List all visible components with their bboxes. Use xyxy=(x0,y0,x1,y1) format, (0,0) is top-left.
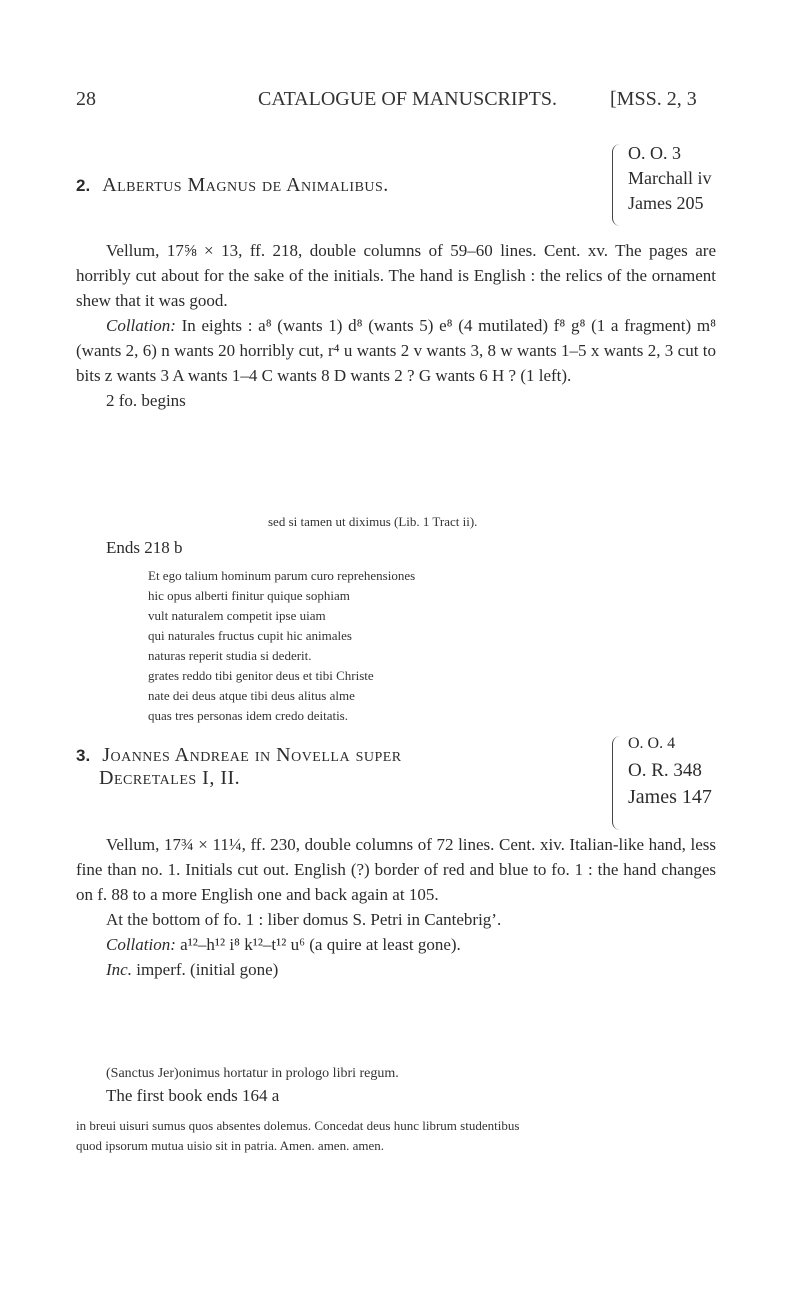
entry-3-body xyxy=(76,832,716,982)
inc-text: imperf. (initial gone) xyxy=(136,960,279,979)
verse-line: grates reddo tibi genitor deus et tibi Christe xyxy=(148,668,374,683)
ends-label: Ends 218 b xyxy=(106,538,183,557)
verse-line: nate dei deus atque tibi deus alitus alme xyxy=(148,688,355,703)
shelfmark: O. R. 348 xyxy=(628,760,702,781)
entry-3-heading xyxy=(76,744,402,790)
verse-line: quas tres personas idem credo deitatis. xyxy=(148,708,348,723)
verse-line: vult naturalem competit ipse uiam xyxy=(148,608,326,623)
shelfmark: James 205 xyxy=(628,193,704,213)
verse-line: qui naturales fructus cupit hic animales xyxy=(148,628,352,643)
entry-2-body xyxy=(76,238,716,413)
entry-2-shelfmarks xyxy=(628,141,711,216)
closing-line: in breui uisuri sumus quos absentes dolemus. Concedat deus hunc librum studentibus xyxy=(76,1118,520,1133)
collation xyxy=(76,313,716,388)
verse-line: hic opus alberti finitur quique sophiam xyxy=(148,588,350,603)
entry-title-line-2: Decretales I, II. xyxy=(99,767,241,789)
verse-line: naturas reperit studia si dederit. xyxy=(148,648,312,663)
collation xyxy=(76,932,716,957)
entry-title-line-1: Joannes Andreae in Novella super xyxy=(102,744,402,766)
explicit-verses xyxy=(148,566,415,726)
entry-2-heading xyxy=(76,174,389,197)
first-book-note: The first book ends 164 a xyxy=(106,1086,280,1105)
verse-line: Et ego talium hominum parum curo reprehensiones xyxy=(148,568,416,583)
shelfmark-brace xyxy=(612,736,621,830)
inc-label: Inc. xyxy=(106,960,132,979)
description: Vellum, 17¾ × 11¼, ff. 230, double columns of 72 lines. Cent. xiv. Italian-like hand, less fine than no. 1. Initials cut out. English (?) border of red and blue to fo. 1 : the hand changes on f. 88 to a more English one and back again at 105. xyxy=(76,835,716,904)
running-title: CATALOGUE OF MANUSCRIPTS. xyxy=(258,88,557,110)
incipit-quote: (Sanctus Jer)onimus hortatur in prologo libri regum. xyxy=(106,1066,399,1081)
incipit xyxy=(76,957,716,982)
shelfmark-brace xyxy=(612,144,621,226)
entry-title: Albertus Magnus de Animalibus. xyxy=(102,174,389,196)
second-folio: 2 fo. begins xyxy=(106,391,186,410)
description: Vellum, 17⅝ × 13, ff. 218, double columns of 59–60 lines. Cent. xv. The pages are horribly cut about for the sake of the initials. The hand is English : the relics of the ornament shew that it was good. xyxy=(76,241,716,310)
entry-3-shelfmarks xyxy=(628,730,712,811)
shelfmark: O. O. 3 xyxy=(628,143,681,163)
collation-text: a¹²–h¹² i⁸ k¹²–t¹² u⁶ (a quire at least gone). xyxy=(180,935,461,954)
section-marker: [MSS. 2, 3 xyxy=(610,88,697,110)
shelfmark: James 147 xyxy=(628,786,712,808)
entry-number: 2. xyxy=(76,176,91,195)
collation-label: Collation: xyxy=(106,935,176,954)
shelfmark: Marchall iv xyxy=(628,168,712,188)
second-folio-text: sed si tamen ut diximus (Lib. 1 Tract ii). xyxy=(268,514,478,529)
closing-text xyxy=(76,1116,716,1156)
entry-number: 3. xyxy=(76,746,91,765)
collation-text: In eights : a⁸ (wants 1) d⁸ (wants 5) e⁸ (4 mutilated) f⁸ g⁸ (1 a fragment) m⁸ (wants 2, 6) n wants 20 horribly cut, r⁴ u wants 2 v wants 3, 8 w wants 1–5 x wants 2, 3 cut to bits z wants 3 A wants 1–4 C wants 8 D wants 2 ? G wants 6 H ? (1 left). xyxy=(76,316,717,385)
page-number: 28 xyxy=(76,88,96,110)
closing-line: quod ipsorum mutua uisio sit in patria. Amen. amen. amen. xyxy=(76,1138,384,1153)
shelfmark: O. O. 4 xyxy=(628,735,676,752)
collation-label: Collation: xyxy=(106,316,176,335)
bottom-note: At the bottom of fo. 1 : liber domus S. Petri in Cantebrig’. xyxy=(106,910,502,929)
